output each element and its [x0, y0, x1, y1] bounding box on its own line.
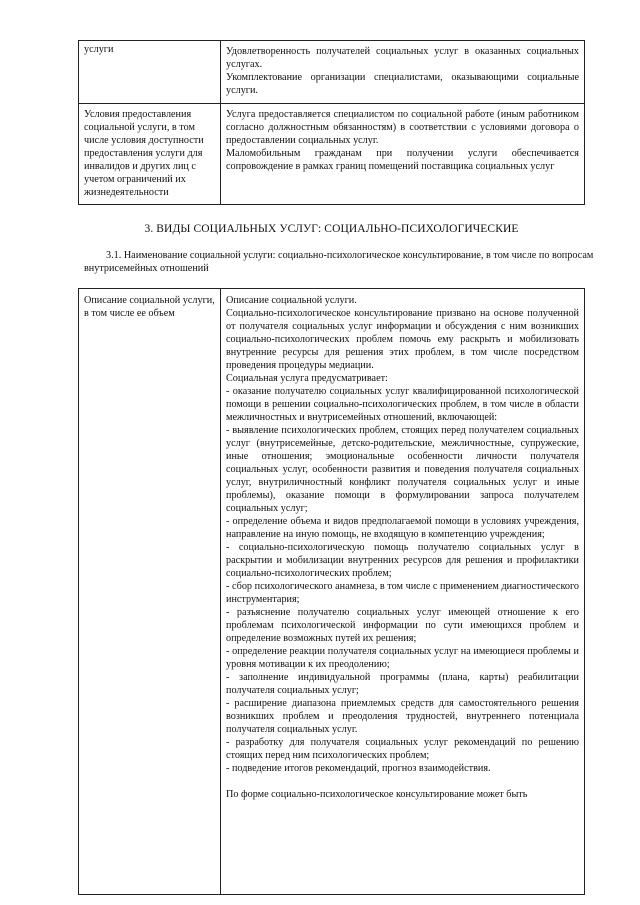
paragraph: Описание социальной услуги. — [226, 295, 357, 306]
paragraph: Укомплектование организации специалистами, оказывающими социальные услуги. — [226, 72, 579, 96]
table-main — [78, 288, 585, 895]
paragraph: - оказание получателю социальных услуг квалифицированной психологической помощи в решении социально-психологических проблем, в том числе в области межличностных и внутрисемейных отношений, включающей: — [226, 386, 579, 423]
paragraph: Социально-психологическое консультирование призвано на основе полученной от получателя социальных услуг информации и обсуждения с ним возникших социально-психологических проблем помочь ему раскрыть и мобилизовать внутренние ресурсы для решения этих проблем, в том числе посредством проведения процедуры медиации. — [226, 308, 579, 371]
table-row — [79, 41, 585, 104]
spacer — [226, 775, 579, 788]
paragraph: - выявление психологических проблем, стоящих перед получателем социальных услуг (внутрисемейные, детско-родительские, межличностные, супружеские, иные отношения; эмоциональные особенности личности получателя социальных услуг, особенности развития и поведения получателя социальных услуг, внутриличностный конфликт получателя социальных услуг и иные проблемы), оказание помощи в формулировании запроса получателем социальных услуг; — [226, 425, 579, 514]
section-title: 3. ВИДЫ СОЦИАЛЬНЫХ УСЛУГ: СОЦИАЛЬНО-ПСИХОЛОГИЧЕСКИЕ — [144, 223, 519, 235]
paragraph: - расширение диапазона приемлемых средств для самостоятельного решения возникших проблем и преодоления трудностей, внутреннего потенциала получателя социальных услуг. — [226, 698, 579, 735]
paragraph: Удовлетворенность получателей социальных услуг в оказанных социальных услугах. — [226, 46, 579, 70]
row-label: Условия предоставления социальной услуги, в том числе условия доступности предоставления услуги для инвалидов и других лиц с учетом ограничений их жизнедеятельности — [79, 104, 221, 205]
paragraph: - разработку для получателя социальных услуг рекомендаций по решению стоящих перед ним психологических проблем; — [226, 737, 579, 761]
row-content — [221, 289, 585, 895]
paragraph: - разъяснение получателю социальных услуг имеющей отношение к его проблемам психологической информации по сути имеющихся проблем и определение возможных путей их решения; — [226, 607, 579, 644]
paragraph: - подведение итогов рекомендаций, прогноз взаимодействия. — [226, 763, 491, 774]
paragraph-continued: По форме социально-психологическое консультирование может быть — [226, 789, 528, 800]
table-row — [79, 104, 585, 205]
paragraph: Маломобильным гражданам при получении услуги обеспечивается сопровождение в рамках границ помещений поставщика социальных услуг — [226, 148, 579, 172]
paragraph: - заполнение индивидуальной программы (плана, карты) реабилитации получателя социальных услуг; — [226, 672, 579, 696]
row-label: услуги — [79, 41, 221, 104]
table-row — [79, 289, 585, 895]
paragraph: - сбор психологического анамнеза, в том числе с применением диагностического инструментария; — [226, 581, 579, 605]
paragraph: - определение реакции получателя социальных услуг на имеющиеся проблемы и уровня мотивации к их преодолению; — [226, 646, 579, 670]
row-content — [221, 41, 585, 104]
paragraph: - определение объема и видов предполагаемой помощи в условиях учреждения, направление на иную помощь, не входящую в компетенцию учреждения; — [226, 516, 579, 540]
paragraph: - социально-психологическую помощь получателю социальных услуг в раскрытии и мобилизации внутренних ресурсов для решения и профилактики социально-психологических проблем; — [226, 542, 579, 579]
table-top — [78, 40, 585, 205]
section-subtitle: 3.1. Наименование социальной услуги: социально-психологическое консультирование, в том числе по вопросам внутрисемейных отношений — [84, 250, 594, 274]
paragraph: Услуга предоставляется специалистом по социальной работе (иным работником согласно должностным обязанностям) в соответствии с условиями договора о предоставлении социальных услуг. — [226, 109, 579, 146]
row-label: Описание социальной услуги, в том числе ее объем — [79, 289, 221, 895]
row-content — [221, 104, 585, 205]
paragraph: Социальная услуга предусматривает: — [226, 373, 388, 384]
